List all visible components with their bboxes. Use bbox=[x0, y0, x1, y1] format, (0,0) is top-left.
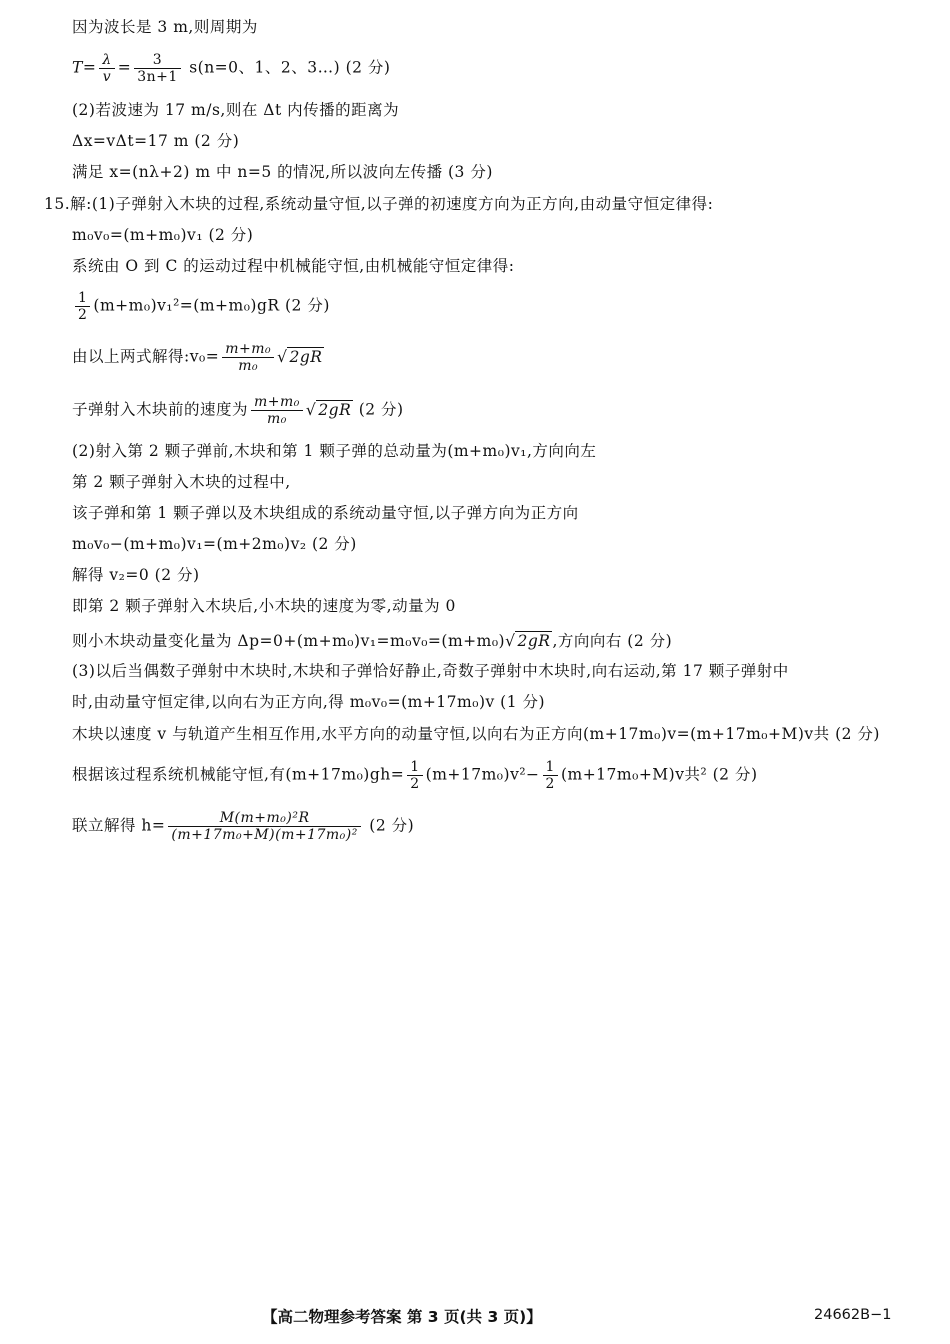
fraction-half bbox=[75, 290, 90, 323]
momentum-change-prefix: 则小木块动量变化量为 Δp=0+(m+m₀)v₁=m₀v₀=(m+m₀) bbox=[72, 632, 506, 650]
text-line-system: 该子弹和第 1 颗子弹以及木块组成的系统动量守恒,以子弹方向为正方向 bbox=[72, 504, 579, 522]
fraction-mass-ratio bbox=[222, 341, 274, 374]
fraction-half bbox=[543, 759, 558, 792]
equation-v0 bbox=[72, 341, 324, 374]
fraction-numerator: m+m₀ bbox=[251, 394, 303, 411]
equation-common-velocity: 木块以速度 v 与轨道产生相互作用,水平方向的动量守恒,以向右为正方向(m+17m₀)v=(m+17m₀+M)v共 (2 分) bbox=[72, 725, 880, 743]
text-line-second-bullet: 第 2 颗子弹射入木块的过程中, bbox=[72, 473, 291, 491]
fraction-mass-ratio bbox=[251, 394, 303, 427]
equation-period bbox=[72, 52, 390, 85]
fraction-lambda-v bbox=[99, 52, 114, 85]
equals-sign: = bbox=[117, 58, 132, 77]
fraction-height bbox=[168, 810, 360, 843]
fraction-denominator: 2 bbox=[410, 776, 420, 792]
equation-distance: Δx=vΔt=17 m (2 分) bbox=[72, 132, 240, 150]
fraction-period bbox=[134, 52, 181, 85]
fraction-numerator: λ bbox=[99, 52, 114, 69]
v0-prefix: 由以上两式解得:v₀= bbox=[72, 347, 220, 366]
momentum-change-suffix: ,方向向右 (2 分) bbox=[552, 632, 673, 650]
period-lhs: T= bbox=[72, 58, 97, 77]
fraction-denominator: 3n+1 bbox=[137, 69, 178, 85]
text-line-direction: 满足 x=(nλ+2) m 中 n=5 的情况,所以波向左传播 (3 分) bbox=[72, 163, 493, 181]
score: (2 分) bbox=[353, 400, 404, 419]
equation-momentum-change bbox=[72, 631, 672, 651]
fraction-denominator: 2 bbox=[545, 776, 555, 792]
equation-bullet-speed bbox=[72, 394, 404, 427]
fraction-numerator: M(m+m₀)²R bbox=[168, 810, 360, 827]
score: (2 分) bbox=[363, 816, 415, 835]
fraction-numerator: m+m₀ bbox=[222, 341, 274, 358]
text-line-part2: (2)射入第 2 颗子弹前,木块和第 1 颗子弹的总动量为(m+m₀)v₁,方向向左 bbox=[72, 442, 597, 460]
question-15-heading: 15.解:(1)子弹射入木块的过程,系统动量守恒,以子弹的初速度方向为正方向,由动量守恒定律得: bbox=[44, 195, 714, 213]
text-line-energy: 系统由 O 到 C 的运动过程中机械能守恒,由机械能守恒定律得: bbox=[72, 257, 515, 275]
fraction-half bbox=[407, 759, 422, 792]
period-rest: s(n=0、1、2、3…) (2 分) bbox=[183, 58, 391, 77]
energy3-prefix: 根据该过程系统机械能守恒,有(m+17m₀)gh= bbox=[72, 765, 405, 784]
equation-momentum-2: m₀v₀−(m+m₀)v₁=(m+2m₀)v₂ (2 分) bbox=[72, 535, 357, 553]
sqrt-radicand: 2gR bbox=[289, 347, 323, 366]
sqrt-expression: √ 2gR bbox=[305, 400, 352, 419]
bullet-speed-prefix: 子弹射入木块前的速度为 bbox=[72, 400, 249, 419]
fraction-denominator: m₀ bbox=[238, 358, 259, 374]
fraction-denominator: v bbox=[102, 69, 112, 85]
sqrt-radicand: 2gR bbox=[517, 632, 551, 650]
equation-momentum-17: 时,由动量守恒定律,以向右为正方向,得 m₀v₀=(m+17m₀)v (1 分) bbox=[72, 693, 546, 711]
fraction-numerator: 3 bbox=[134, 52, 181, 69]
equation-v2: 解得 v₂=0 (2 分) bbox=[72, 566, 200, 584]
fraction-numerator: 1 bbox=[543, 759, 558, 776]
fraction-numerator: 1 bbox=[75, 290, 90, 307]
equation-momentum-1: m₀v₀=(m+m₀)v₁ (2 分) bbox=[72, 226, 254, 244]
equation-energy-3 bbox=[72, 759, 758, 792]
fraction-denominator: m₀ bbox=[267, 411, 287, 427]
text-line-zero-momentum: 即第 2 颗子弹射入木块后,小木块的速度为零,动量为 0 bbox=[72, 597, 456, 615]
text-line-wave-speed: (2)若波速为 17 m/s,则在 Δt 内传播的距离为 bbox=[72, 101, 400, 119]
text-line-part3: (3)以后当偶数子弹射中木块时,木块和子弹恰好静止,奇数子弹射中木块时,向右运动,第 17 颗子弹射中 bbox=[72, 662, 789, 680]
page-footer-title: 【高二物理参考答案 第 3 页(共 3 页)】 bbox=[262, 1308, 542, 1326]
equation-energy bbox=[72, 290, 330, 323]
sqrt-radicand: 2gR bbox=[318, 400, 352, 419]
fraction-numerator: 1 bbox=[407, 759, 422, 776]
energy-rest: (m+m₀)v₁²=(m+m₀)gR (2 分) bbox=[93, 296, 330, 315]
sqrt-expression: √ 2gR bbox=[505, 632, 551, 650]
energy3-middle: (m+17m₀)v²− bbox=[425, 765, 540, 784]
document-code: 24662B−1 bbox=[814, 1307, 892, 1323]
text-line-wavelength: 因为波长是 3 m,则周期为 bbox=[72, 18, 258, 36]
fraction-denominator: (m+17m₀+M)(m+17m₀)² bbox=[171, 827, 358, 843]
energy3-suffix: (m+17m₀+M)v共² (2 分) bbox=[560, 765, 758, 784]
fraction-denominator: 2 bbox=[78, 307, 88, 323]
equation-height bbox=[72, 810, 414, 843]
height-prefix: 联立解得 h= bbox=[72, 816, 166, 835]
sqrt-expression: √ 2gR bbox=[277, 347, 323, 366]
